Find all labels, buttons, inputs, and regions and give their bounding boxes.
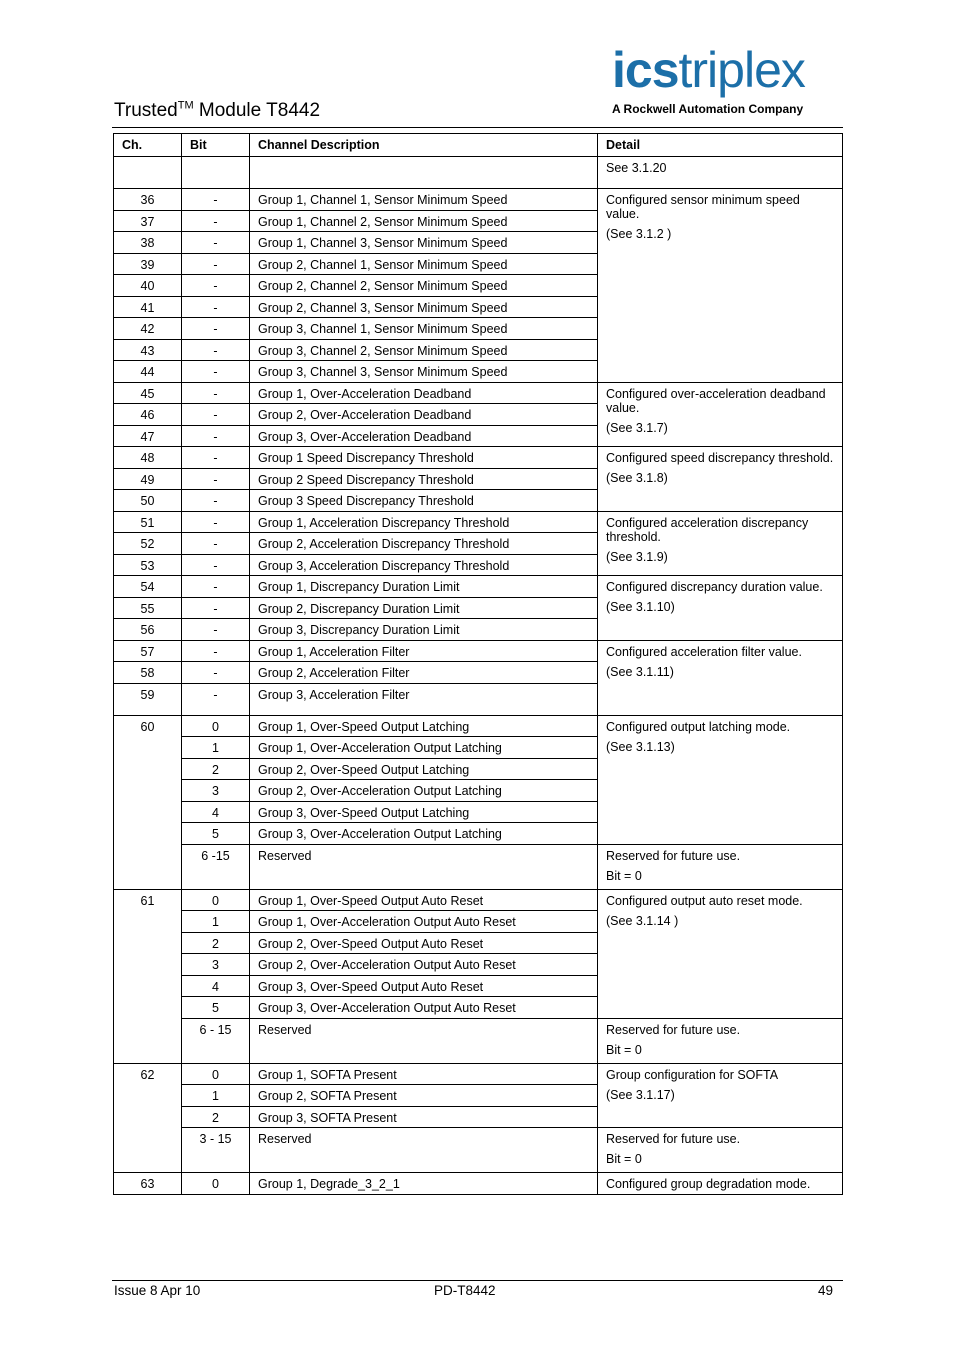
description-cell: Group 1, Over-Speed Output Latching [250,715,598,737]
detail-line: (See 3.1.11) [606,664,674,679]
description-cell: Group 3, Over-Acceleration Deadband [250,425,598,447]
detail-line: Reserved for future use. [606,1022,741,1037]
detail-line: (See 3.1.10) [606,600,675,614]
description-cell: Group 3, Discrepancy Duration Limit [250,619,598,641]
description-cell: Group 1, Channel 2, Sensor Minimum Speed [250,210,598,232]
bit-cell: - [182,683,250,715]
footer-issue: Issue 8 Apr 10 [114,1283,201,1298]
table-row [114,1063,843,1085]
detail-line: Bit = 0 [606,1042,642,1057]
bit-cell: - [182,619,250,641]
description-cell: Group 2, Channel 2, Sensor Minimum Speed [250,275,598,297]
bit-cell: 2 [182,1106,250,1128]
detail-line: (See 3.1.7) [606,420,668,435]
bit-cell: 2 [182,932,250,954]
detail-line: Bit = 0 [606,1152,642,1166]
ch-cell: 51 [114,511,182,533]
bit-cell: 2 [182,758,250,780]
description-cell: Group 1, Over-Acceleration Output Auto Reset [250,911,598,933]
detail-cell [598,640,843,715]
ch-cell [114,157,182,189]
ch-cell: 36 [114,189,182,211]
ch-cell: 47 [114,425,182,447]
description-cell: Group 1 Speed Discrepancy Threshold [250,447,598,469]
channel-table [113,133,843,1195]
detail-cell: See 3.1.20 [598,157,843,189]
description-cell: Reserved [250,1018,598,1063]
description-cell: Group 2, Discrepancy Duration Limit [250,597,598,619]
bit-cell: 1 [182,1085,250,1107]
header-bit: Bit [182,134,250,157]
table-row [114,715,843,737]
description-cell: Group 3, Acceleration Filter [250,683,598,715]
ch-cell: 44 [114,361,182,383]
description-cell: Group 2, Channel 3, Sensor Minimum Speed [250,296,598,318]
bit-cell: 1 [182,911,250,933]
description-cell: Group 3, Over-Speed Output Latching [250,801,598,823]
detail-line: Configured speed discrepancy threshold. [606,451,834,465]
bit-cell: 4 [182,975,250,997]
bit-cell: - [182,576,250,598]
bit-cell: - [182,210,250,232]
ch-cell: 62 [114,1063,182,1173]
description-cell: Group 3, Over-Acceleration Output Auto Reset [250,997,598,1019]
description-cell: Group 2, Acceleration Filter [250,662,598,684]
ch-cell: 38 [114,232,182,254]
ch-cell: 50 [114,490,182,512]
detail-line: (See 3.1.13) [606,739,675,754]
ch-cell: 55 [114,597,182,619]
description-cell: Group 2, Over-Acceleration Output Latching [250,780,598,802]
footer-doc-id: PD-T8442 [434,1283,496,1298]
detail-line: Configured over-acceleration deadband value. [606,386,826,415]
footer-rule [112,1280,843,1281]
bit-cell: - [182,554,250,576]
bit-cell: 3 [182,780,250,802]
header-ch: Ch. [114,134,182,157]
description-cell: Group 1, Channel 3, Sensor Minimum Speed [250,232,598,254]
ch-cell: 48 [114,447,182,469]
bit-cell: - [182,382,250,404]
bit-cell: 1 [182,737,250,759]
bit-cell: - [182,490,250,512]
description-cell: Group 2, Acceleration Discrepancy Threshold [250,533,598,555]
description-cell: Group 1, Over-Acceleration Output Latching [250,737,598,759]
description-cell: Group 1, Acceleration Discrepancy Threshold [250,511,598,533]
detail-line: (See 3.1.14 ) [606,913,679,928]
detail-cell [598,1128,843,1173]
table-row [114,511,843,533]
description-cell: Group 3, SOFTA Present [250,1106,598,1128]
description-cell: Group 3, Channel 3, Sensor Minimum Speed [250,361,598,383]
detail-line: Reserved for future use. [606,848,741,863]
ch-cell: 56 [114,619,182,641]
ch-cell: 61 [114,889,182,1063]
detail-line: (See 3.1.9) [606,549,668,564]
ch-cell: 54 [114,576,182,598]
bit-cell: 0 [182,1063,250,1085]
ch-cell: 53 [114,554,182,576]
detail-line: (See 3.1.2 ) [606,227,672,241]
detail-cell: Configured group degradation mode. [598,1173,843,1195]
ch-cell: 40 [114,275,182,297]
bit-cell: 0 [182,715,250,737]
bit-cell: - [182,640,250,662]
detail-cell [598,1018,843,1063]
bit-cell: - [182,662,250,684]
bit-cell: - [182,275,250,297]
detail-cell [598,1063,843,1128]
bit-cell: - [182,296,250,318]
bit-cell: 0 [182,1173,250,1195]
header-description: Channel Description [250,134,598,157]
ch-cell: 60 [114,715,182,889]
header-detail: Detail [598,134,843,157]
detail-cell [598,844,843,889]
ch-cell: 42 [114,318,182,340]
bit-cell: - [182,425,250,447]
bit-cell: - [182,318,250,340]
detail-line: Configured acceleration discrepancy threshold. [606,515,809,544]
description-cell: Group 3, Over-Speed Output Auto Reset [250,975,598,997]
table-row [114,1018,843,1063]
description-cell: Group 1, Degrade_3_2_1 [250,1173,598,1195]
description-cell: Group 1, Over-Speed Output Auto Reset [250,889,598,911]
description-cell: Group 2, Channel 1, Sensor Minimum Speed [250,253,598,275]
description-cell: Reserved [250,844,598,889]
description-cell: Group 2 Speed Discrepancy Threshold [250,468,598,490]
table-row [114,1128,843,1173]
table-row [114,1173,843,1195]
bit-cell: - [182,361,250,383]
page-title: Trusted™ Module T8442 [114,99,321,121]
description-cell: Group 2, Over-Acceleration Deadband [250,404,598,426]
description-cell: Group 3 Speed Discrepancy Threshold [250,490,598,512]
ch-cell: 49 [114,468,182,490]
description-cell [250,157,598,189]
detail-line: Reserved for future use. [606,1132,741,1146]
description-cell: Group 1, SOFTA Present [250,1063,598,1085]
bit-cell: 6 - 15 [182,1018,250,1063]
table-row [114,576,843,598]
detail-cell [598,382,843,447]
detail-cell [598,189,843,383]
description-cell: Group 1, Channel 1, Sensor Minimum Speed [250,189,598,211]
description-cell: Group 2, Over-Speed Output Auto Reset [250,932,598,954]
description-cell: Group 2, Over-Speed Output Latching [250,758,598,780]
ch-cell: 59 [114,683,182,715]
bit-cell: - [182,339,250,361]
table-row [114,447,843,469]
description-cell: Group 1, Discrepancy Duration Limit [250,576,598,598]
detail-cell [598,889,843,1018]
table-row [114,640,843,662]
footer-page-number: 49 [818,1283,834,1298]
detail-line: Configured output latching mode. [606,719,791,734]
bit-cell: 5 [182,823,250,845]
description-cell: Reserved [250,1128,598,1173]
bit-cell: 3 - 15 [182,1128,250,1173]
detail-line: Configured output auto reset mode. [606,893,803,908]
bit-cell: - [182,511,250,533]
detail-line: Bit = 0 [606,868,642,883]
ch-cell: 58 [114,662,182,684]
bit-cell: - [182,447,250,469]
bit-cell: 3 [182,954,250,976]
bit-cell: - [182,597,250,619]
bit-cell: - [182,468,250,490]
ch-cell: 57 [114,640,182,662]
table-row [114,157,843,189]
description-cell: Group 1, Acceleration Filter [250,640,598,662]
ch-cell: 52 [114,533,182,555]
description-cell: Group 1, Over-Acceleration Deadband [250,382,598,404]
detail-line: (See 3.1.17) [606,1087,675,1102]
ch-cell: 41 [114,296,182,318]
table-row [114,889,843,911]
detail-line: Configured sensor minimum speed value. [606,193,800,221]
ics-triplex-logo: icstriplex A Rockwell Automation Company [612,42,805,116]
detail-cell [598,576,843,641]
table-header-row [114,134,843,157]
description-cell: Group 3, Acceleration Discrepancy Threshold [250,554,598,576]
bit-cell: 5 [182,997,250,1019]
detail-line: Configured discrepancy duration value. [606,580,823,594]
description-cell: Group 2, SOFTA Present [250,1085,598,1107]
detail-cell [598,447,843,512]
bit-cell: 0 [182,889,250,911]
table-row [114,382,843,404]
bit-cell: 6 -15 [182,844,250,889]
detail-line: Configured acceleration filter value. [606,644,802,659]
description-cell: Group 3, Channel 1, Sensor Minimum Speed [250,318,598,340]
ch-cell: 63 [114,1173,182,1195]
detail-cell [598,715,843,844]
ch-cell: 39 [114,253,182,275]
header-rule [112,127,843,128]
description-cell: Group 3, Over-Acceleration Output Latching [250,823,598,845]
bit-cell: - [182,232,250,254]
ch-cell: 46 [114,404,182,426]
ch-cell: 43 [114,339,182,361]
bit-cell [182,157,250,189]
detail-line: (See 3.1.8) [606,471,668,485]
bit-cell: - [182,253,250,275]
description-cell: Group 2, Over-Acceleration Output Auto Reset [250,954,598,976]
ch-cell: 37 [114,210,182,232]
detail-cell [598,511,843,576]
bit-cell: - [182,533,250,555]
ch-cell: 45 [114,382,182,404]
bit-cell: - [182,404,250,426]
table-row [114,189,843,211]
bit-cell: - [182,189,250,211]
description-cell: Group 3, Channel 2, Sensor Minimum Speed [250,339,598,361]
table-row [114,844,843,889]
bit-cell: 4 [182,801,250,823]
detail-line: Group configuration for SOFTA [606,1067,779,1082]
